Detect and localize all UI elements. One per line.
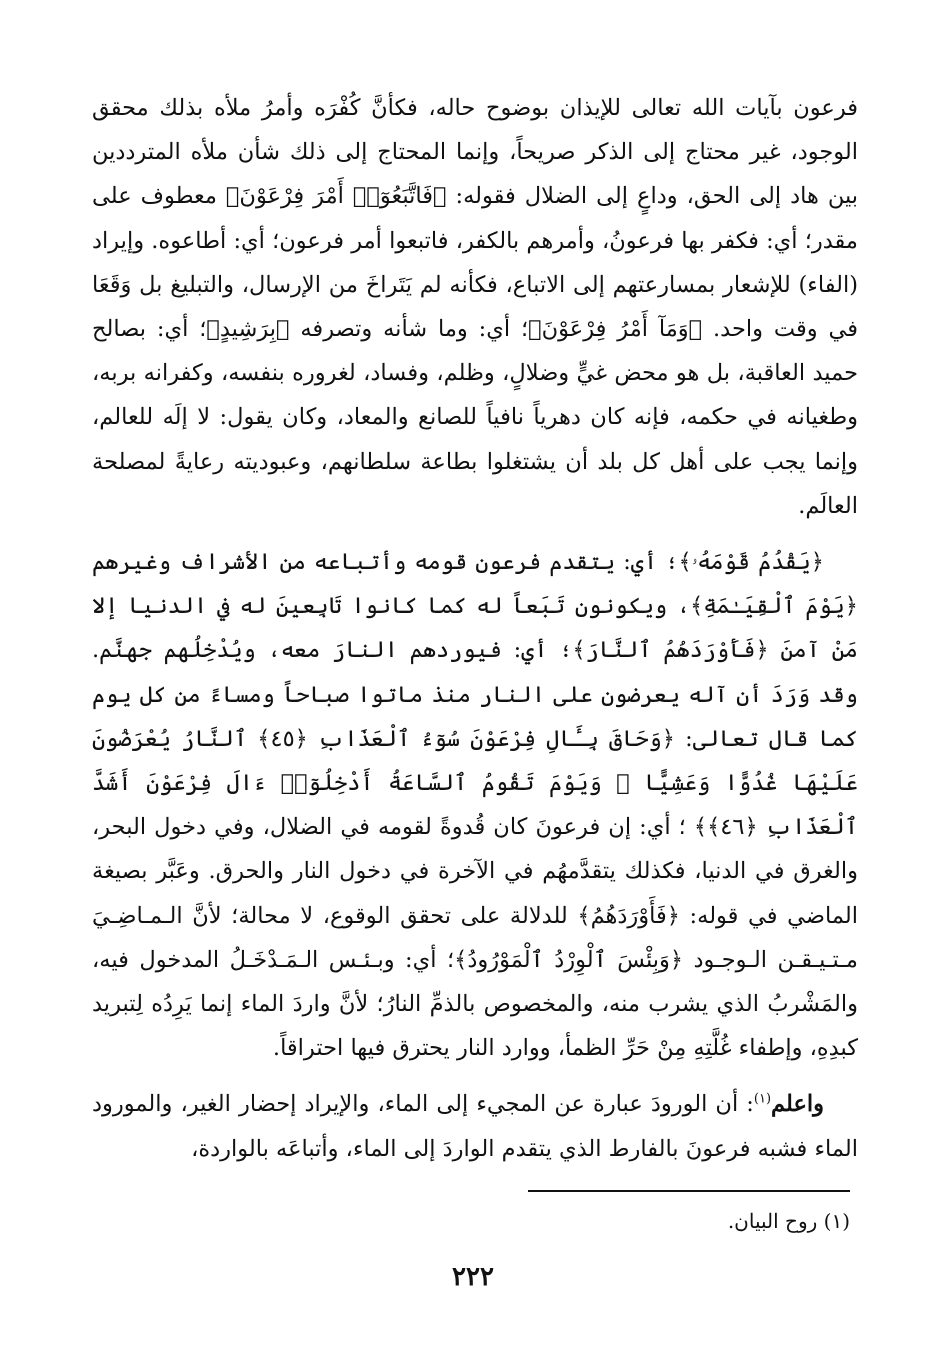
footnote-text: روح البيان. bbox=[727, 1209, 818, 1233]
paragraph-3 bbox=[92, 1082, 858, 1170]
page-number: ٢٢٢ bbox=[452, 1262, 494, 1292]
paragraph-2: ﴿يَقْدُمُ قَوْمَهُۥ﴾؛ أي: يتقدم فرعون قومه وأتباعه من الأشراف وغيرهم ﴿يَوْمَ ٱلْقِيَـٰمَةِ﴾، ويكونون تَبَعاً له كما كانوا تَابِعينَ له في الدنيا إلا مَنْ آمنَ ﴿فَأَوْرَدَهُمُ ٱلنَّارَ﴾؛ أي: فيوردهم النارَ معه، ويُدْخِلُهم جهنَّم. وقد وَرَدَ أن آله يعرضون على النار منذ ماتوا صباحاً ومساءً من كل يوم كما قال تعالى: ﴿وَحَاقَ بِـَٔالِ فِرْعَوْنَ سُوٓءُ ٱلْعَذَابِ ﴿٤٥﴾ ٱلنَّارُ يُعْرَضُونَ عَلَيْهَا غُدُوًّا وَعَشِيًّا ۖ وَيَوْمَ تَقُومُ ٱلسَّاعَةُ أَدْخِلُوٓا۟ ءَالَ فِرْعَوْنَ أَشَدَّ ٱلْعَذَابِ ﴿٤٦﴾﴾ ؛ أي: إن فرعونَ كان قُدوةً لقومه في الضلال، وفي دخول البحر، والغرق في الدنيا، فكذلك يتقدَّمهُم في الآخرة في دخول النار والحرق. وعَبَّر بصيغة الماضي في قوله: ﴿فَأَوْرَدَهُمُ﴾ للدلالة على تحقق الوقوع، لا محالة؛ لأنَّ الـمـاضِـيَ مـتـيـقـن الـوجـود ﴿وَبِئْسَ ٱلْوِرْدُ ٱلْمَوْرُودُ﴾؛ أي: وبـئـس الـمَـدْخَـلُ المدخول فيه، والمَشْربُ الذي يشرب منه، والمخصوص بالذمِّ النارُ؛ لأنَّ واردَ الماء إنما يَرِدُه لِتبريد كبدِهِ، وإطفاء غُلَّتِهِ مِنْ حَرِّ الظمأ، ووارد النار يحترق فيها احتراقاً. bbox=[92, 549, 859, 1062]
footnote bbox=[728, 1206, 850, 1236]
paragraph-1: فرعون بآيات الله تعالى للإيذان بوضوح حاله، فكأنَّ كُفْرَه وأمرُ ملأه بذلك محقق الوجود، غير محتاج إلى الذكر صريحاً، وإنما المحتاج إلى ذلك شأن ملأه المترددين بين هاد إلى الحق، وداعٍ إلى الضلال فقوله: ﴿فَاتَّبَعُوٓا۟ أَمْرَ فِرْعَوْنَ﴾ معطوف على مقدر؛ أي: فكفر بها فرعونُ، وأمرهم بالكفر، فاتبعوا أمر فرعون؛ أي: أطاعوه. وإيراد (الفاء) للإشعار بمسارعتهم إلى الاتباع، فكأنه لم يَتَراخَ من الإرسال، والتبليغ بل وَقَعَا في وقت واحد. ﴿وَمَآ أَمْرُ فِرْعَوْنَ﴾؛ أي: وما شأنه وتصرفه ﴿بِرَشِيدٍ﴾؛ أي: بصالح حميد العاقبة، بل هو محض غيٍّ وضلالٍ، وظلم، وفساد، لغروره بنفسه، وكفرانه بربه، وطغيانه في حكمه، فإنه كان دهرياً نافياً للصانع والمعاد، وكان يقول: لا إلَه للعالم، وإنما يجب على أهل كل بلد أن يشتغلوا بطاعة سلطانهم، وعبوديته رعايةً لمصلحة العالَم. bbox=[92, 95, 858, 519]
paragraph-3-lead-word: واعلم bbox=[771, 1091, 824, 1118]
page-body bbox=[92, 86, 858, 1171]
footnote-divider bbox=[528, 1190, 850, 1192]
paragraph-3-text: : أن الورودَ عبارة عن المجيء إلى الماء، والإيراد إحضار الغير، والمورود الماء فشبه فرعونَ بالفارط الذي يتقدم الواردَ إلى الماء، وأتباعَه بالواردة، bbox=[92, 1091, 858, 1162]
footnote-number: (١) bbox=[823, 1209, 850, 1233]
footnote-reference-mark: (١) bbox=[753, 1091, 772, 1107]
